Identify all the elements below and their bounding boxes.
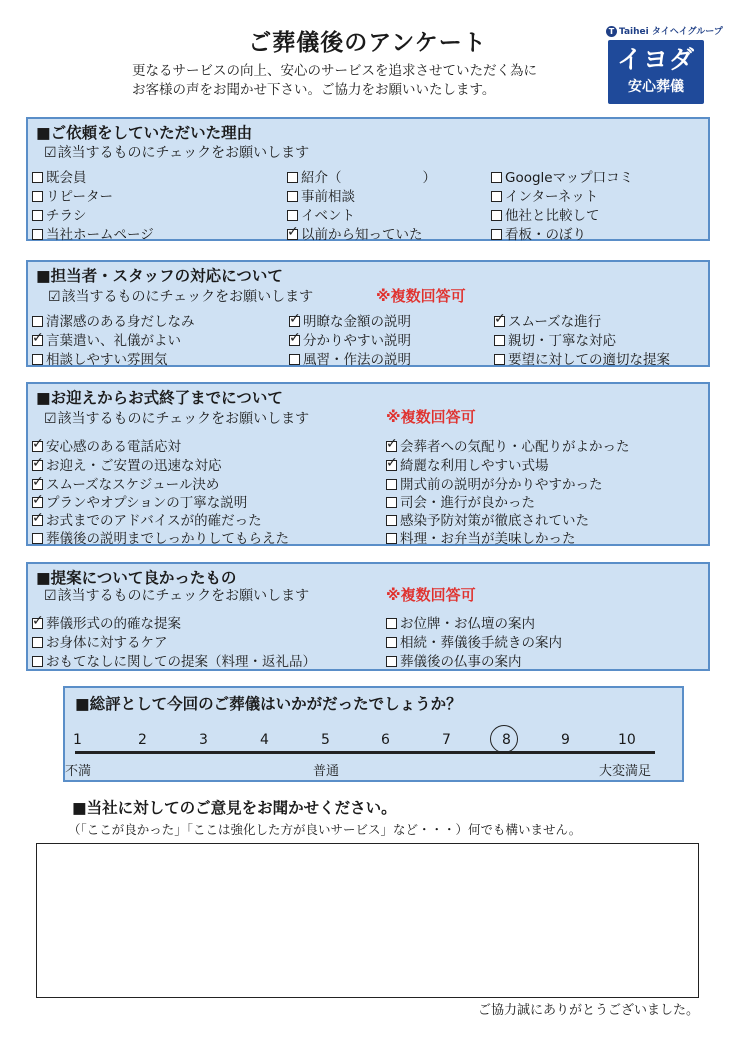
option-item[interactable]: 清潔感のある身だしなみ — [32, 310, 195, 330]
selected-circle-mark — [490, 725, 518, 753]
section-title: ■提案について良かったもの — [36, 569, 237, 587]
checkbox[interactable] — [32, 210, 43, 221]
option-item[interactable]: リピーター — [32, 185, 113, 205]
checkbox[interactable] — [491, 172, 502, 183]
checkbox[interactable] — [287, 210, 298, 221]
checkbox[interactable] — [386, 515, 397, 526]
option-item[interactable]: 開式前の説明が分かりやすかった — [386, 473, 603, 493]
option-item[interactable]: 要望に対しての適切な提案 — [494, 348, 670, 368]
check-icon: ☑ — [44, 411, 57, 427]
rating-high-label: 大変満足 — [599, 764, 652, 779]
option-item[interactable]: ✓明瞭な金額の説明 — [289, 310, 411, 330]
checkbox[interactable] — [491, 210, 502, 221]
checkbox-checked[interactable] — [32, 479, 43, 490]
section-rating — [63, 686, 684, 782]
option-item[interactable]: 風習・作法の説明 — [289, 348, 411, 368]
rating-option[interactable]: 1 — [73, 732, 82, 748]
checkbox-checked[interactable] — [32, 618, 43, 629]
multi-answer-label: ※複数回答可 — [376, 287, 466, 305]
check-icon: ☑ — [48, 289, 61, 305]
group-logo — [606, 24, 723, 37]
group-logo-en: Taihei — [619, 27, 649, 37]
checkbox-checked[interactable] — [32, 335, 43, 346]
check-icon: ☑ — [44, 588, 57, 604]
checkbox-checked[interactable] — [289, 316, 300, 327]
group-logo-jp: タイヘイグループ — [651, 27, 723, 37]
group-logo-icon: T — [606, 26, 617, 37]
option-item[interactable]: 当社ホームページ — [32, 223, 154, 243]
rating-low-label: 不満 — [65, 764, 92, 779]
rating-option[interactable]: 5 — [321, 732, 330, 748]
option-item[interactable]: ✓分かりやすい説明 — [289, 329, 411, 349]
checkbox[interactable] — [386, 637, 397, 648]
rating-option[interactable]: 7 — [442, 732, 451, 748]
rating-option[interactable]: 6 — [381, 732, 390, 748]
multi-answer-label: ※複数回答可 — [386, 586, 476, 604]
checkbox-checked[interactable] — [386, 460, 397, 471]
checkbox[interactable] — [32, 316, 43, 327]
section-title: ■ご依頼をしていただいた理由 — [36, 124, 253, 142]
option-item[interactable]: 他社と比較して — [491, 204, 600, 224]
checkbox[interactable] — [289, 354, 300, 365]
intro-text — [132, 62, 537, 100]
option-item[interactable]: おもてなしに関しての提案（料理・返礼品） — [32, 650, 316, 670]
option-item[interactable]: 既会員 — [32, 166, 87, 186]
checkbox[interactable] — [386, 656, 397, 667]
option-item[interactable]: 料理・お弁当が美味しかった — [386, 527, 576, 547]
option-item[interactable]: 司会・進行が良かった — [386, 491, 535, 511]
checkbox-checked[interactable] — [287, 229, 298, 240]
checkbox[interactable] — [287, 172, 298, 183]
checkbox[interactable] — [386, 497, 397, 508]
checkbox[interactable] — [491, 191, 502, 202]
instruction: ☑該当するものにチェックをお願いします — [44, 145, 310, 161]
checkbox-checked[interactable] — [32, 497, 43, 508]
option-item[interactable]: Googleマップ口コミ — [491, 166, 633, 186]
intro-line-2: お客様の声をお聞かせ下さい。ご協力をお願いいたします。 — [132, 82, 496, 98]
rating-scale-line — [75, 751, 655, 754]
option-item[interactable]: ✓スムーズな進行 — [494, 310, 601, 330]
option-item[interactable]: 相続・葬儀後手続きの案内 — [386, 631, 562, 651]
option-item[interactable]: ✓お迎え・ご安置の迅速な対応 — [32, 454, 222, 474]
brand-logo — [608, 40, 704, 104]
option-item[interactable]: 葬儀後の説明までしっかりしてもらえた — [32, 527, 289, 547]
checkbox[interactable] — [32, 354, 43, 365]
rating-question: ■総評として今回のご葬儀はいかがだったでしょうか？ — [75, 695, 462, 713]
checkbox-checked[interactable] — [494, 316, 505, 327]
option-item[interactable]: 親切・丁寧な対応 — [494, 329, 616, 349]
option-item[interactable]: 事前相談 — [287, 185, 355, 205]
option-item[interactable]: ✓スムーズなスケジュール決め — [32, 473, 219, 493]
section-proposal — [26, 562, 710, 671]
option-item[interactable]: 葬儀後の仏事の案内 — [386, 650, 522, 670]
checkbox-checked[interactable] — [289, 335, 300, 346]
option-item[interactable]: インターネット — [491, 185, 598, 205]
checkbox-checked[interactable] — [32, 441, 43, 452]
checkbox[interactable] — [386, 533, 397, 544]
rating-option[interactable]: 2 — [138, 732, 147, 748]
intro-line-1: 更なるサービスの向上、安心のサービスを追求させていただく為に — [132, 63, 537, 79]
rating-option-selected[interactable]: 8 — [502, 732, 511, 748]
option-item[interactable]: ✓葬儀形式の的確な提案 — [32, 612, 181, 632]
checkbox[interactable] — [494, 335, 505, 346]
option-item[interactable]: お位牌・お仏壇の案内 — [386, 612, 535, 632]
rating-option[interactable]: 4 — [260, 732, 269, 748]
page-title: ご葬儀後のアンケート — [248, 30, 487, 56]
checkbox[interactable] — [32, 191, 43, 202]
checkbox[interactable] — [386, 618, 397, 629]
checkbox[interactable] — [32, 637, 43, 648]
check-icon: ☑ — [44, 145, 57, 161]
checkbox[interactable] — [287, 191, 298, 202]
checkbox[interactable] — [32, 656, 43, 667]
option-item[interactable]: 紹介（ ） — [287, 166, 436, 186]
option-item[interactable]: ✓綺麗な利用しやすい式場 — [386, 454, 549, 474]
checkbox-checked[interactable] — [32, 460, 43, 471]
opinion-subtext: （「ここが良かった」「ここは強化した方が良いサービス」など・・・）何でも構いません。 — [68, 822, 582, 837]
option-item[interactable]: ✓安心感のある電話応対 — [32, 435, 181, 455]
option-item[interactable]: ✓会葬者への気配り・心配りがよかった — [386, 435, 630, 455]
option-item[interactable]: 相談しやすい雰囲気 — [32, 348, 168, 368]
opinion-textarea[interactable] — [36, 843, 699, 998]
option-item[interactable]: ✓言葉遣い、礼儀がよい — [32, 329, 181, 349]
instruction: ☑該当するものにチェックをお願いします — [44, 411, 310, 427]
checkbox[interactable] — [494, 354, 505, 365]
brand-logo-name: イヨダ — [616, 45, 695, 74]
section-staff — [26, 260, 710, 367]
checkbox-checked[interactable] — [386, 441, 397, 452]
option-item[interactable]: チラシ — [32, 204, 87, 224]
multi-answer-label: ※複数回答可 — [386, 408, 476, 426]
option-item[interactable]: ✓お式までのアドバイスが的確だった — [32, 509, 262, 529]
rating-option[interactable]: 3 — [199, 732, 208, 748]
opinion-heading: ■当社に対してのご意見をお聞かせください。 — [72, 799, 397, 817]
rating-option[interactable]: 9 — [561, 732, 570, 748]
rating-mid-label: 普通 — [313, 764, 340, 779]
option-item[interactable]: 看板・のぼり — [491, 223, 586, 243]
checkbox[interactable] — [491, 229, 502, 240]
section-reason — [26, 117, 710, 241]
section-title: ■お迎えからお式終了までについて — [36, 389, 283, 407]
section-ceremony — [26, 382, 710, 546]
option-item[interactable]: ✓プランやオプションの丁寧な説明 — [32, 491, 247, 511]
rating-option[interactable]: 10 — [618, 732, 636, 748]
option-item[interactable]: イベント — [287, 204, 355, 224]
instruction: ☑該当するものにチェックをお願いします — [44, 588, 310, 604]
checkbox[interactable] — [32, 533, 43, 544]
checkbox[interactable] — [32, 229, 43, 240]
brand-logo-sub: 安心葬儀 — [628, 79, 684, 95]
thanks-text: ご協力誠にありがとうございました。 — [478, 1003, 700, 1018]
option-item[interactable]: 感染予防対策が徹底されていた — [386, 509, 589, 529]
section-title: ■担当者・スタッフの対応について — [36, 267, 283, 285]
option-item[interactable]: ✓以前から知っていた — [287, 223, 423, 243]
checkbox[interactable] — [386, 479, 397, 490]
option-item[interactable]: お身体に対するケア — [32, 631, 168, 651]
checkbox-checked[interactable] — [32, 515, 43, 526]
checkbox[interactable] — [32, 172, 43, 183]
instruction: ☑該当するものにチェックをお願いします — [48, 289, 314, 305]
